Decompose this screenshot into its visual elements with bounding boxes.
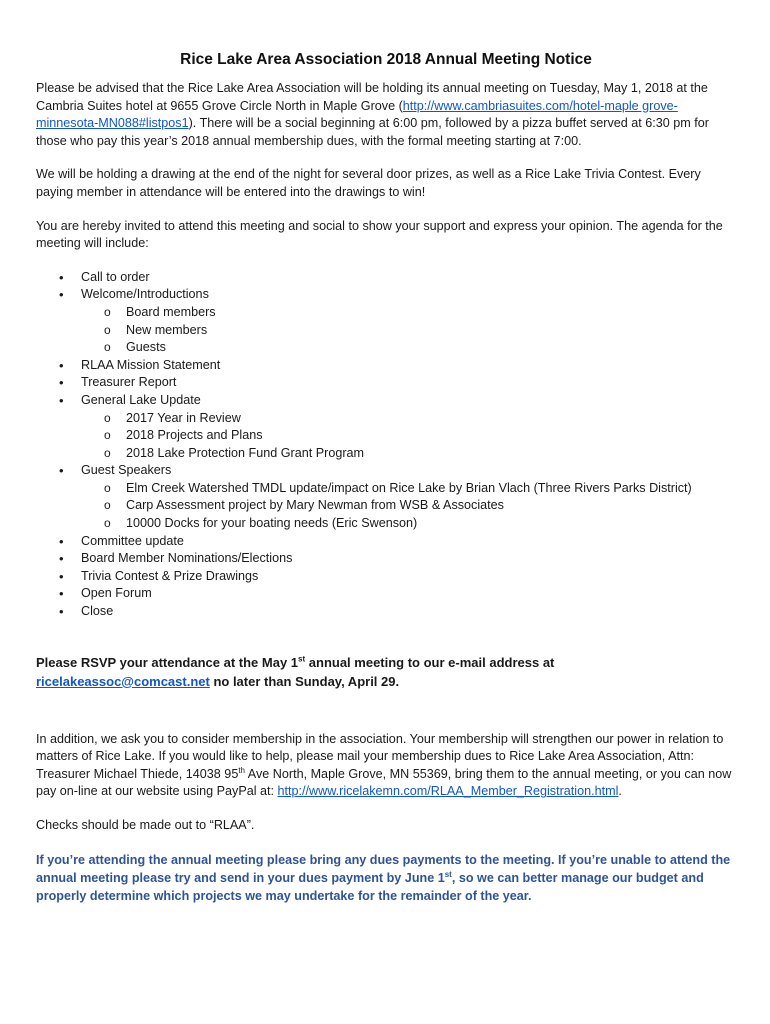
membership-ordinal-suffix: th xyxy=(238,765,245,775)
rsvp-text-start: Please RSVP your attendance at the May 1 xyxy=(36,654,299,670)
intro-paragraph xyxy=(36,80,736,150)
agenda-item-label: Guest Speakers xyxy=(81,463,172,478)
drawing-paragraph: We will be holding a drawing at the end of the night for several door prizes, as well as a Rice Lake Trivia Contest. Every paying member in attendance will be entered into the drawings to win! xyxy=(36,167,701,199)
agenda-item xyxy=(36,585,736,603)
agenda-subitem: o 2017 Year in Review xyxy=(81,410,736,428)
agenda-subitem: o 10000 Docks for your boating needs (Eric Swenson) xyxy=(81,515,736,533)
agenda-item xyxy=(36,357,736,375)
agenda-item-label: RLAA Mission Statement xyxy=(81,357,221,372)
agenda-subitem: o Board members xyxy=(81,304,736,322)
agenda-item xyxy=(36,269,736,287)
agenda-item xyxy=(36,374,736,392)
agenda-sublist xyxy=(81,410,736,463)
agenda-subitem: o Elm Creek Watershed TMDL update/impact on Rice Lake by Brian Vlach (Three Rivers Parks District) xyxy=(81,480,736,498)
agenda-subitem: o 2018 Lake Protection Fund Grant Program xyxy=(81,445,736,463)
agenda-item xyxy=(36,462,736,532)
rsvp-email-link[interactable]: ricelakeassoc@comcast.net xyxy=(36,673,210,689)
rsvp-text-middle: annual meeting to our e-mail address at xyxy=(305,654,555,670)
agenda-sublist xyxy=(81,304,736,357)
agenda-item xyxy=(36,533,736,551)
agenda-subitem: o Guests xyxy=(81,339,736,357)
dues-note-text-end: , so we can better manage our budget and properly determine which projects we may undertake for the remainder of the year. xyxy=(36,870,704,903)
membership-text-middle: Ave North, Maple Grove, MN 55369, bring them to the annual meeting, or you can now pay on-line at our website using PayPal at: xyxy=(36,766,732,799)
rsvp-text-end: no later than Sunday, April 29. xyxy=(209,673,400,689)
agenda-item-label: Committee update xyxy=(81,533,184,548)
membership-paragraph xyxy=(36,731,736,801)
dues-note-ordinal-suffix: st xyxy=(444,869,452,879)
membership-text-start: In addition, we ask you to consider membership in the association. Your membership will strengthen our power in relation to matters of Rice Lake. If you would like to help, please mail your membership dues to Rice Lake Area Association, Attn: Treasurer Michael Thiede, 14038 95 xyxy=(36,731,724,781)
agenda-item-label: Close xyxy=(81,604,114,619)
agenda-item-label: Call to order xyxy=(81,269,150,284)
document-page xyxy=(36,50,736,905)
document-title: Rice Lake Area Association 2018 Annual Meeting Notice xyxy=(180,51,592,68)
checks-paragraph: Checks should be made out to “RLAA”. xyxy=(36,818,255,832)
intro-text-start: Please be advised that the Rice Lake Area Association will be holding its annual meeting on Tuesday, May 1, 2018 at the Cambria Suites hotel at 9655 Grove Circle North in Maple Grove ( xyxy=(36,81,708,113)
invite-paragraph: You are hereby invited to attend this meeting and social to show your support and express your opinion. The agenda for the meeting will include: xyxy=(36,218,723,251)
agenda-item xyxy=(36,286,736,356)
agenda-item xyxy=(36,568,736,586)
agenda-item-label: Board Member Nominations/Elections xyxy=(81,551,293,566)
agenda-sublist xyxy=(81,480,736,533)
agenda-item-label: Welcome/Introductions xyxy=(81,287,209,302)
agenda-item-label: General Lake Update xyxy=(81,392,201,407)
membership-text-end: . xyxy=(618,784,622,799)
agenda-item-label: Open Forum xyxy=(81,586,152,601)
agenda-item-label: Treasurer Report xyxy=(81,375,177,390)
agenda-subitem: o 2018 Projects and Plans xyxy=(81,427,736,445)
rsvp-paragraph xyxy=(36,653,736,691)
intro-text-end: ). There will be a social beginning at 6:00 pm, followed by a pizza buffet served at 6:30 pm for those who pay this year’s 2018 annual membership dues, with the formal meeting starting at 7:00. xyxy=(36,116,709,148)
dues-note-text-start: If you’re attending the annual meeting please bring any dues payments to the meeting. If you’re unable to attend the annual meeting please try and send in your dues payment by June 1 xyxy=(36,852,731,885)
cambria-hotel-link[interactable]: http://www.cambriasuites.com/hotel-maple grove-minnesota-MN088#listpos1 xyxy=(36,98,678,131)
agenda-item xyxy=(36,550,736,568)
agenda-item xyxy=(36,603,736,621)
agenda-item xyxy=(36,392,736,462)
agenda-subitem: o New members xyxy=(81,322,736,340)
agenda-item-label: Trivia Contest & Prize Drawings xyxy=(81,568,259,583)
agenda-list xyxy=(36,269,736,621)
member-registration-link[interactable]: http://www.ricelakemn.com/RLAA_Member_Registration.html xyxy=(277,784,619,799)
agenda-subitem: o Carp Assessment project by Mary Newman from WSB & Associates xyxy=(81,497,736,515)
rsvp-ordinal-suffix: st xyxy=(298,654,306,664)
dues-note-paragraph xyxy=(36,851,736,905)
